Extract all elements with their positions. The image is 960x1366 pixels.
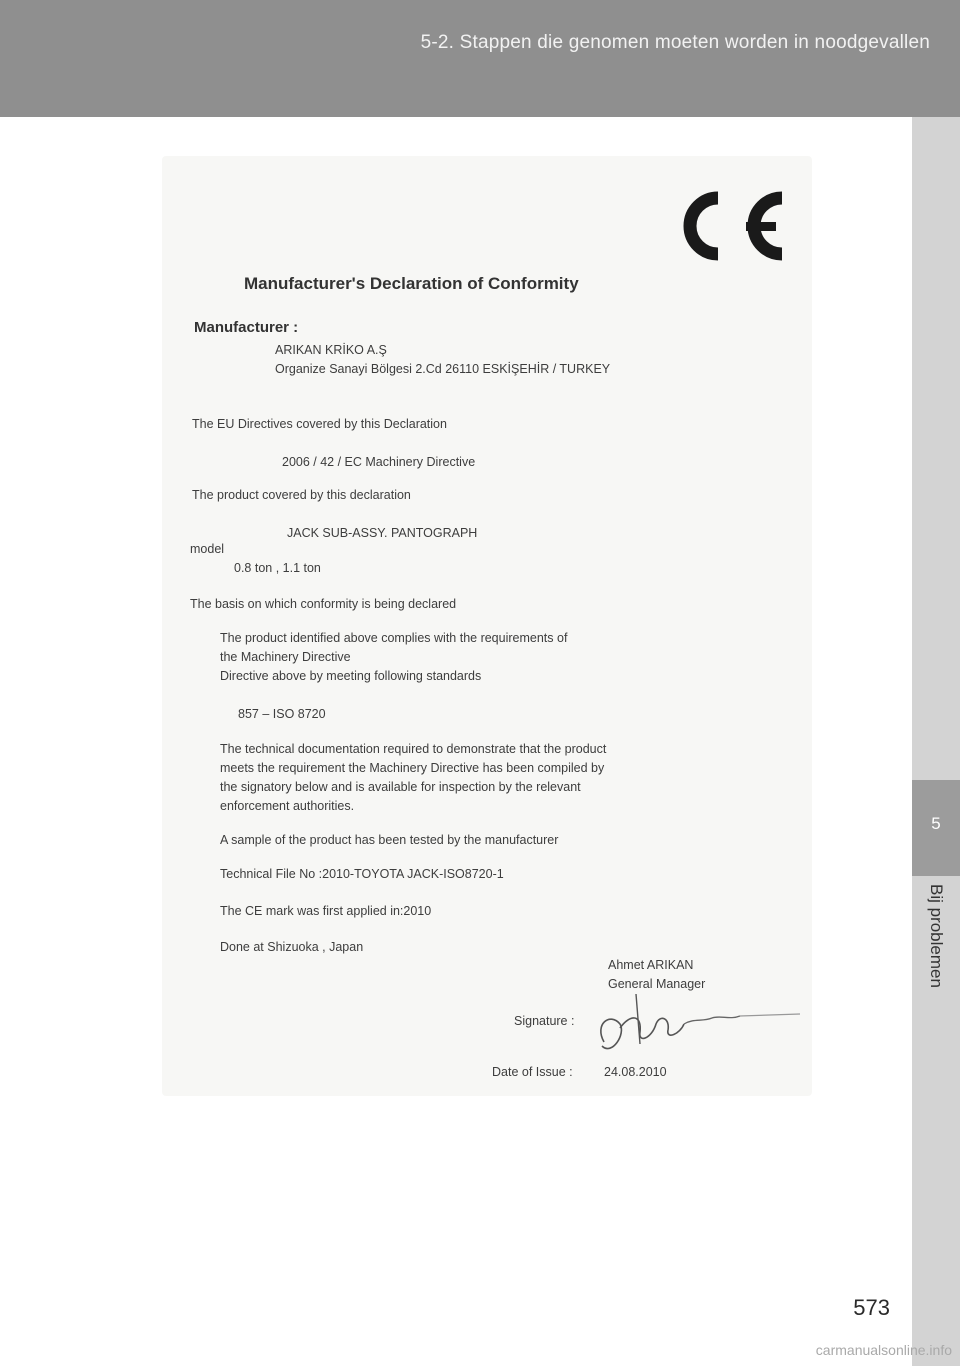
page-number: 573 — [853, 1295, 890, 1320]
model-label: model — [190, 542, 225, 556]
technical-file: Technical File No :2010-TOYOTA JACK-ISO8720-1 — [220, 867, 504, 881]
chapter-number-box — [912, 780, 960, 876]
signatory-title: General Manager — [608, 977, 706, 991]
technical-line: The technical documentation required to demonstrate that the product — [220, 742, 607, 756]
chapter-label-container — [912, 876, 960, 1076]
sample-line: A sample of the product has been tested by the manufacturer — [220, 833, 559, 847]
basis-line: Directive above by meeting following standards — [220, 669, 482, 683]
chapter-label: Bij problemen — [927, 884, 946, 988]
manufacturer-address: Organize Sanayi Bölgesi 2.Cd 26110 ESKİŞEHİR / TURKEY — [275, 362, 611, 376]
technical-line: meets the requirement the Machinery Directive has been compiled by — [220, 761, 605, 775]
standard: 857 – ISO 8720 — [238, 707, 326, 721]
signatory-name: Ahmet ARIKAN — [608, 958, 694, 972]
site-watermark: carmanualsonline.info — [815, 1342, 952, 1358]
manufacturer-label: Manufacturer : — [194, 319, 299, 336]
ce-mark-logo — [670, 190, 790, 262]
technical-line: the signatory below and is available for inspection by the relevant — [220, 780, 581, 794]
date-label: Date of Issue : — [492, 1065, 573, 1079]
page-header — [0, 0, 960, 117]
basis-heading: The basis on which conformity is being declared — [190, 597, 457, 611]
basis-line: the Machinery Directive — [220, 650, 351, 664]
basis-line: The product identified above complies with the requirements of — [220, 631, 568, 645]
side-tab — [912, 117, 960, 1366]
signature-label: Signature : — [514, 1014, 575, 1028]
scanned-declaration — [162, 156, 812, 1096]
manufacturer-name: ARIKAN KRİKO A.Ş — [275, 343, 387, 357]
product-heading: The product covered by this declaration — [192, 488, 411, 502]
model-values: 0.8 ton , 1.1 ton — [234, 561, 321, 575]
ce-applied: The CE mark was first applied in:2010 — [220, 904, 432, 918]
product-name: JACK SUB-ASSY. PANTOGRAPH — [287, 526, 478, 540]
handwritten-signature — [590, 984, 810, 1064]
date-value: 24.08.2010 — [604, 1065, 667, 1079]
declaration-title: Manufacturer's Declaration of Conformity — [244, 274, 579, 293]
done-at: Done at Shizuoka , Japan — [220, 940, 364, 954]
directives-heading: The EU Directives covered by this Declaration — [192, 417, 447, 431]
technical-line: enforcement authorities. — [220, 799, 355, 813]
section-title: 5-2. Stappen die genomen moeten worden in noodgevallen — [420, 32, 930, 53]
chapter-number: 5 — [931, 814, 941, 833]
directive: 2006 / 42 / EC Machinery Directive — [282, 455, 476, 469]
